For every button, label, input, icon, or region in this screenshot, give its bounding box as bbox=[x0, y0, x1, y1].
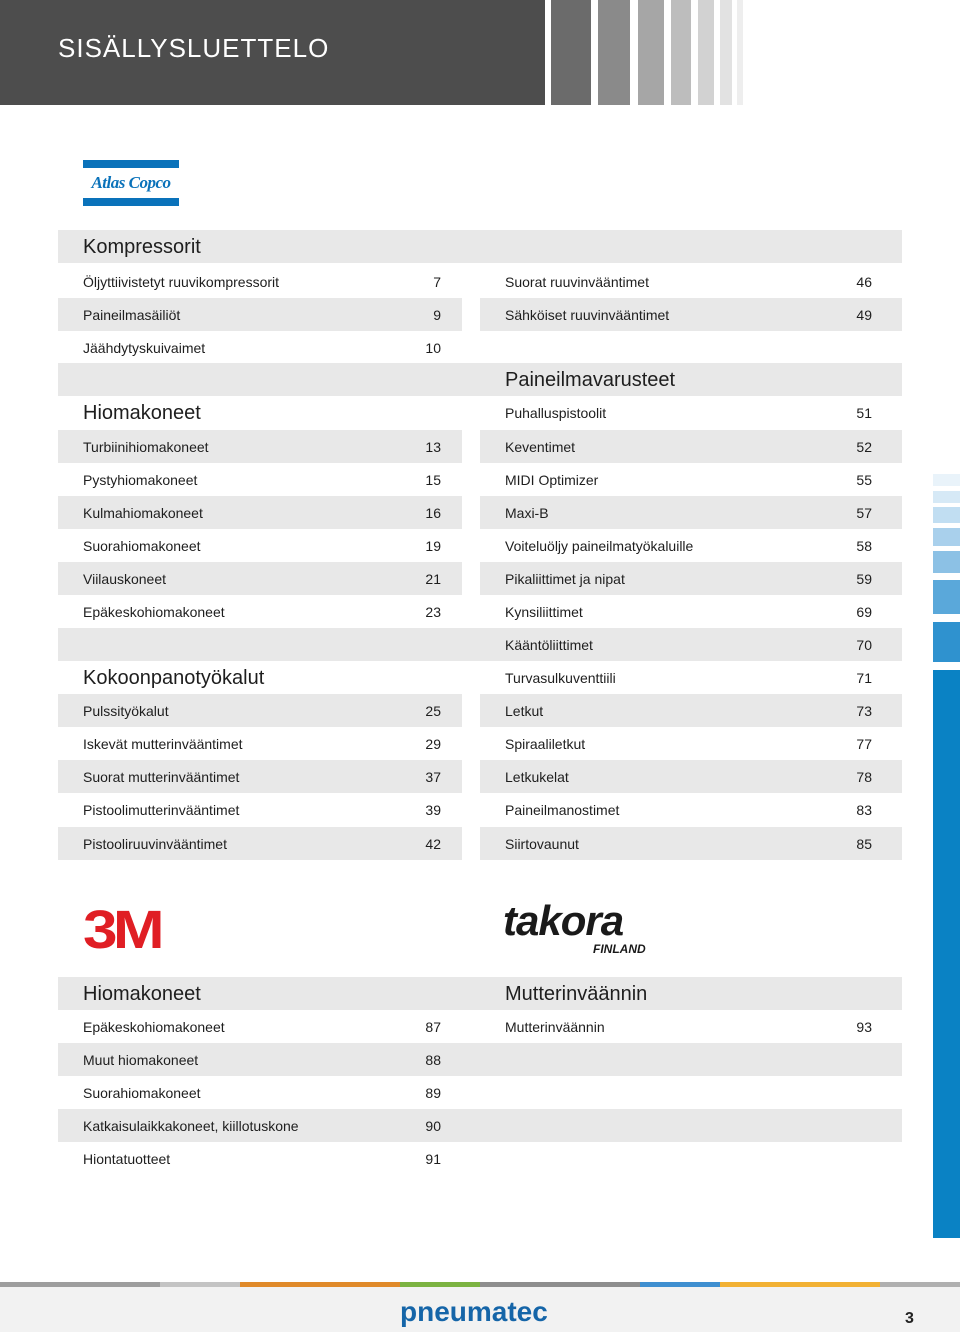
entry-page: 90 bbox=[425, 1118, 441, 1134]
entry-page: 23 bbox=[425, 604, 441, 620]
edge-bar bbox=[933, 507, 960, 523]
entry-page: 39 bbox=[425, 802, 441, 818]
entry-label: Jäähdytyskuivaimet bbox=[83, 340, 206, 356]
entry-label: Pulssityökalut bbox=[83, 703, 169, 719]
toc-entry[interactable] bbox=[480, 562, 902, 595]
section-heading: Kokoonpanotyökalut bbox=[83, 667, 265, 689]
toc-entry[interactable] bbox=[58, 1043, 902, 1076]
entry-page: 93 bbox=[856, 1019, 872, 1035]
logo-band bbox=[83, 198, 179, 206]
toc-entry[interactable] bbox=[480, 694, 902, 727]
header-stripe bbox=[737, 0, 743, 105]
toc-entry[interactable] bbox=[58, 298, 462, 331]
page-number: 3 bbox=[905, 1310, 914, 1327]
toc-entry[interactable] bbox=[480, 496, 902, 529]
entry-page: 73 bbox=[856, 703, 872, 719]
entry-page: 42 bbox=[425, 836, 441, 852]
section-heading-row bbox=[58, 363, 902, 396]
toc-entry[interactable] bbox=[480, 463, 902, 496]
edge-bar bbox=[933, 528, 960, 546]
toc-entry[interactable] bbox=[58, 265, 462, 298]
entry-page: 91 bbox=[425, 1151, 441, 1167]
entry-label: Pystyhiomakoneet bbox=[83, 472, 198, 488]
entry-page: 83 bbox=[856, 802, 872, 818]
toc-entry[interactable] bbox=[58, 793, 462, 826]
entry-page: 77 bbox=[856, 736, 872, 752]
toc-entry[interactable] bbox=[58, 1142, 462, 1175]
entry-label: Letkukelat bbox=[505, 769, 569, 785]
entry-label: Pistooliruuvinvääntimet bbox=[83, 836, 227, 852]
header-stripe bbox=[598, 0, 630, 105]
entry-label: Iskevät mutterinvääntimet bbox=[83, 736, 243, 752]
entry-page: 49 bbox=[856, 307, 872, 323]
entry-label: Epäkeskohiomakoneet bbox=[83, 1019, 225, 1035]
toc-entry[interactable] bbox=[480, 727, 902, 760]
edge-bar bbox=[933, 551, 960, 573]
toc-entry[interactable] bbox=[480, 827, 902, 860]
section-heading-row bbox=[58, 661, 462, 694]
toc-entry[interactable] bbox=[480, 396, 902, 429]
atlas-copco-logo bbox=[83, 160, 179, 206]
entry-label: Pikaliittimet ja nipat bbox=[505, 571, 625, 587]
entry-label: Viilauskoneet bbox=[83, 571, 167, 587]
toc-entry[interactable] bbox=[480, 529, 902, 562]
toc-entry[interactable] bbox=[58, 595, 462, 628]
toc-entry[interactable] bbox=[480, 628, 902, 661]
page-title: SISÄLLYSLUETTELO bbox=[58, 33, 330, 63]
entry-label: Muut hiomakoneet bbox=[83, 1052, 199, 1068]
entry-page: 16 bbox=[425, 505, 441, 521]
entry-page: 13 bbox=[425, 439, 441, 455]
toc-entry[interactable] bbox=[58, 727, 462, 760]
entry-label: Kääntöliittimet bbox=[505, 637, 593, 653]
entry-page: 51 bbox=[856, 405, 872, 421]
entry-page: 88 bbox=[425, 1052, 441, 1068]
entry-label: Keventimet bbox=[505, 439, 576, 455]
entry-page: 69 bbox=[856, 604, 872, 620]
entry-page: 25 bbox=[425, 703, 441, 719]
section-heading: Hiomakoneet bbox=[83, 983, 201, 1005]
entry-label: Siirtovaunut bbox=[505, 836, 579, 852]
logo-wordmark: Atlas Copco bbox=[91, 173, 171, 192]
entry-label: Suorahiomakoneet bbox=[83, 1085, 201, 1101]
entry-page: 7 bbox=[433, 274, 441, 290]
entry-page: 9 bbox=[433, 307, 441, 323]
toc-entry[interactable] bbox=[58, 1109, 902, 1142]
entry-label: Paineilmanostimet bbox=[505, 802, 620, 818]
entry-label: Katkaisulaikkakoneet, kiillotuskone bbox=[83, 1118, 299, 1134]
header-stripe bbox=[671, 0, 691, 105]
entry-page: 52 bbox=[856, 439, 872, 455]
entry-page: 70 bbox=[856, 637, 872, 653]
entry-page: 46 bbox=[856, 274, 872, 290]
header-stripe bbox=[698, 0, 714, 105]
entry-label: Suorat ruuvinvääntimet bbox=[505, 274, 649, 290]
entry-page: 19 bbox=[425, 538, 441, 554]
section-heading: Hiomakoneet bbox=[83, 402, 201, 424]
takora-subtitle: FINLAND bbox=[593, 942, 646, 956]
entry-label: Turvasulkuventtiili bbox=[505, 670, 616, 686]
page-header bbox=[0, 0, 960, 105]
entry-label: Letkut bbox=[505, 703, 544, 719]
3m-logo: 3M bbox=[83, 900, 161, 960]
entry-page: 87 bbox=[425, 1019, 441, 1035]
edge-bar bbox=[933, 580, 960, 614]
entry-page: 78 bbox=[856, 769, 872, 785]
toc-entry[interactable] bbox=[480, 595, 902, 628]
section-heading-row bbox=[58, 977, 902, 1010]
toc-entry[interactable] bbox=[480, 793, 902, 826]
entry-page: 85 bbox=[856, 836, 872, 852]
section-heading: Paineilmavarusteet bbox=[505, 369, 676, 391]
toc-entry[interactable] bbox=[480, 298, 902, 331]
section-heading-row bbox=[58, 396, 462, 429]
edge-bar bbox=[933, 491, 960, 503]
entry-label: Sähköiset ruuvinvääntimet bbox=[505, 307, 670, 323]
entry-page: 10 bbox=[425, 340, 441, 356]
entry-label: Öljyttiivistetyt ruuvikompressorit bbox=[83, 274, 280, 290]
toc-entry[interactable] bbox=[58, 760, 462, 793]
entry-label: Paineilmasäiliöt bbox=[83, 307, 181, 323]
toc-entry[interactable] bbox=[58, 827, 462, 860]
edge-bar bbox=[933, 474, 960, 486]
takora-wordmark: takora bbox=[503, 897, 624, 944]
entry-page: 37 bbox=[425, 769, 441, 785]
entry-label: Suorat mutterinvääntimet bbox=[83, 769, 240, 785]
section-heading: Kompressorit bbox=[83, 236, 201, 258]
entry-label: Hiontatuotteet bbox=[83, 1151, 171, 1167]
toc-entry[interactable] bbox=[58, 694, 462, 727]
toc-entry[interactable] bbox=[58, 430, 462, 463]
toc-entry[interactable] bbox=[58, 562, 462, 595]
header-stripe bbox=[551, 0, 591, 105]
toc-entry[interactable] bbox=[58, 496, 462, 529]
entry-page: 55 bbox=[856, 472, 872, 488]
takora-logo bbox=[503, 897, 663, 956]
entry-page: 15 bbox=[425, 472, 441, 488]
entry-label: Epäkeskohiomakoneet bbox=[83, 604, 225, 620]
header-stripe bbox=[638, 0, 664, 105]
entry-page: 71 bbox=[856, 670, 872, 686]
entry-label: Mutterinväännin bbox=[505, 1019, 605, 1035]
entry-label: Spiraaliletkut bbox=[505, 736, 586, 752]
toc-entry[interactable] bbox=[58, 1010, 462, 1043]
section-heading-row bbox=[58, 230, 902, 263]
entry-label: Kulmahiomakoneet bbox=[83, 505, 203, 521]
entry-label: Maxi-B bbox=[505, 505, 549, 521]
entry-page: 89 bbox=[425, 1085, 441, 1101]
entry-label: Puhalluspistoolit bbox=[505, 405, 607, 421]
entry-label: Pistoolimutterinvääntimet bbox=[83, 802, 240, 818]
logo-band bbox=[83, 160, 179, 168]
edge-bar bbox=[933, 670, 960, 1238]
entry-page: 21 bbox=[425, 571, 441, 587]
entry-page: 57 bbox=[856, 505, 872, 521]
toc-entry[interactable] bbox=[480, 265, 902, 298]
entry-page: 29 bbox=[425, 736, 441, 752]
toc-entry[interactable] bbox=[480, 661, 902, 694]
toc-entry[interactable] bbox=[58, 529, 462, 562]
entry-page: 59 bbox=[856, 571, 872, 587]
entry-page: 58 bbox=[856, 538, 872, 554]
section-heading: Mutterinväännin bbox=[505, 983, 648, 1005]
toc-entry[interactable] bbox=[58, 1076, 462, 1109]
toc-entry[interactable] bbox=[480, 430, 902, 463]
pneumatec-logo: pneumatec bbox=[400, 1296, 548, 1327]
entry-label: MIDI Optimizer bbox=[505, 472, 599, 488]
entry-label: Suorahiomakoneet bbox=[83, 538, 201, 554]
toc-entry[interactable] bbox=[58, 463, 462, 496]
entry-label: Voiteluöljy paineilmatyökaluille bbox=[505, 538, 694, 554]
toc-entry[interactable] bbox=[480, 760, 902, 793]
edge-bar bbox=[933, 622, 960, 662]
header-stripe bbox=[720, 0, 732, 105]
toc-entry[interactable] bbox=[480, 1010, 902, 1043]
toc-entry[interactable] bbox=[58, 331, 462, 364]
entry-label: Turbiinihiomakoneet bbox=[83, 439, 209, 455]
entry-label: Kynsiliittimet bbox=[505, 604, 583, 620]
